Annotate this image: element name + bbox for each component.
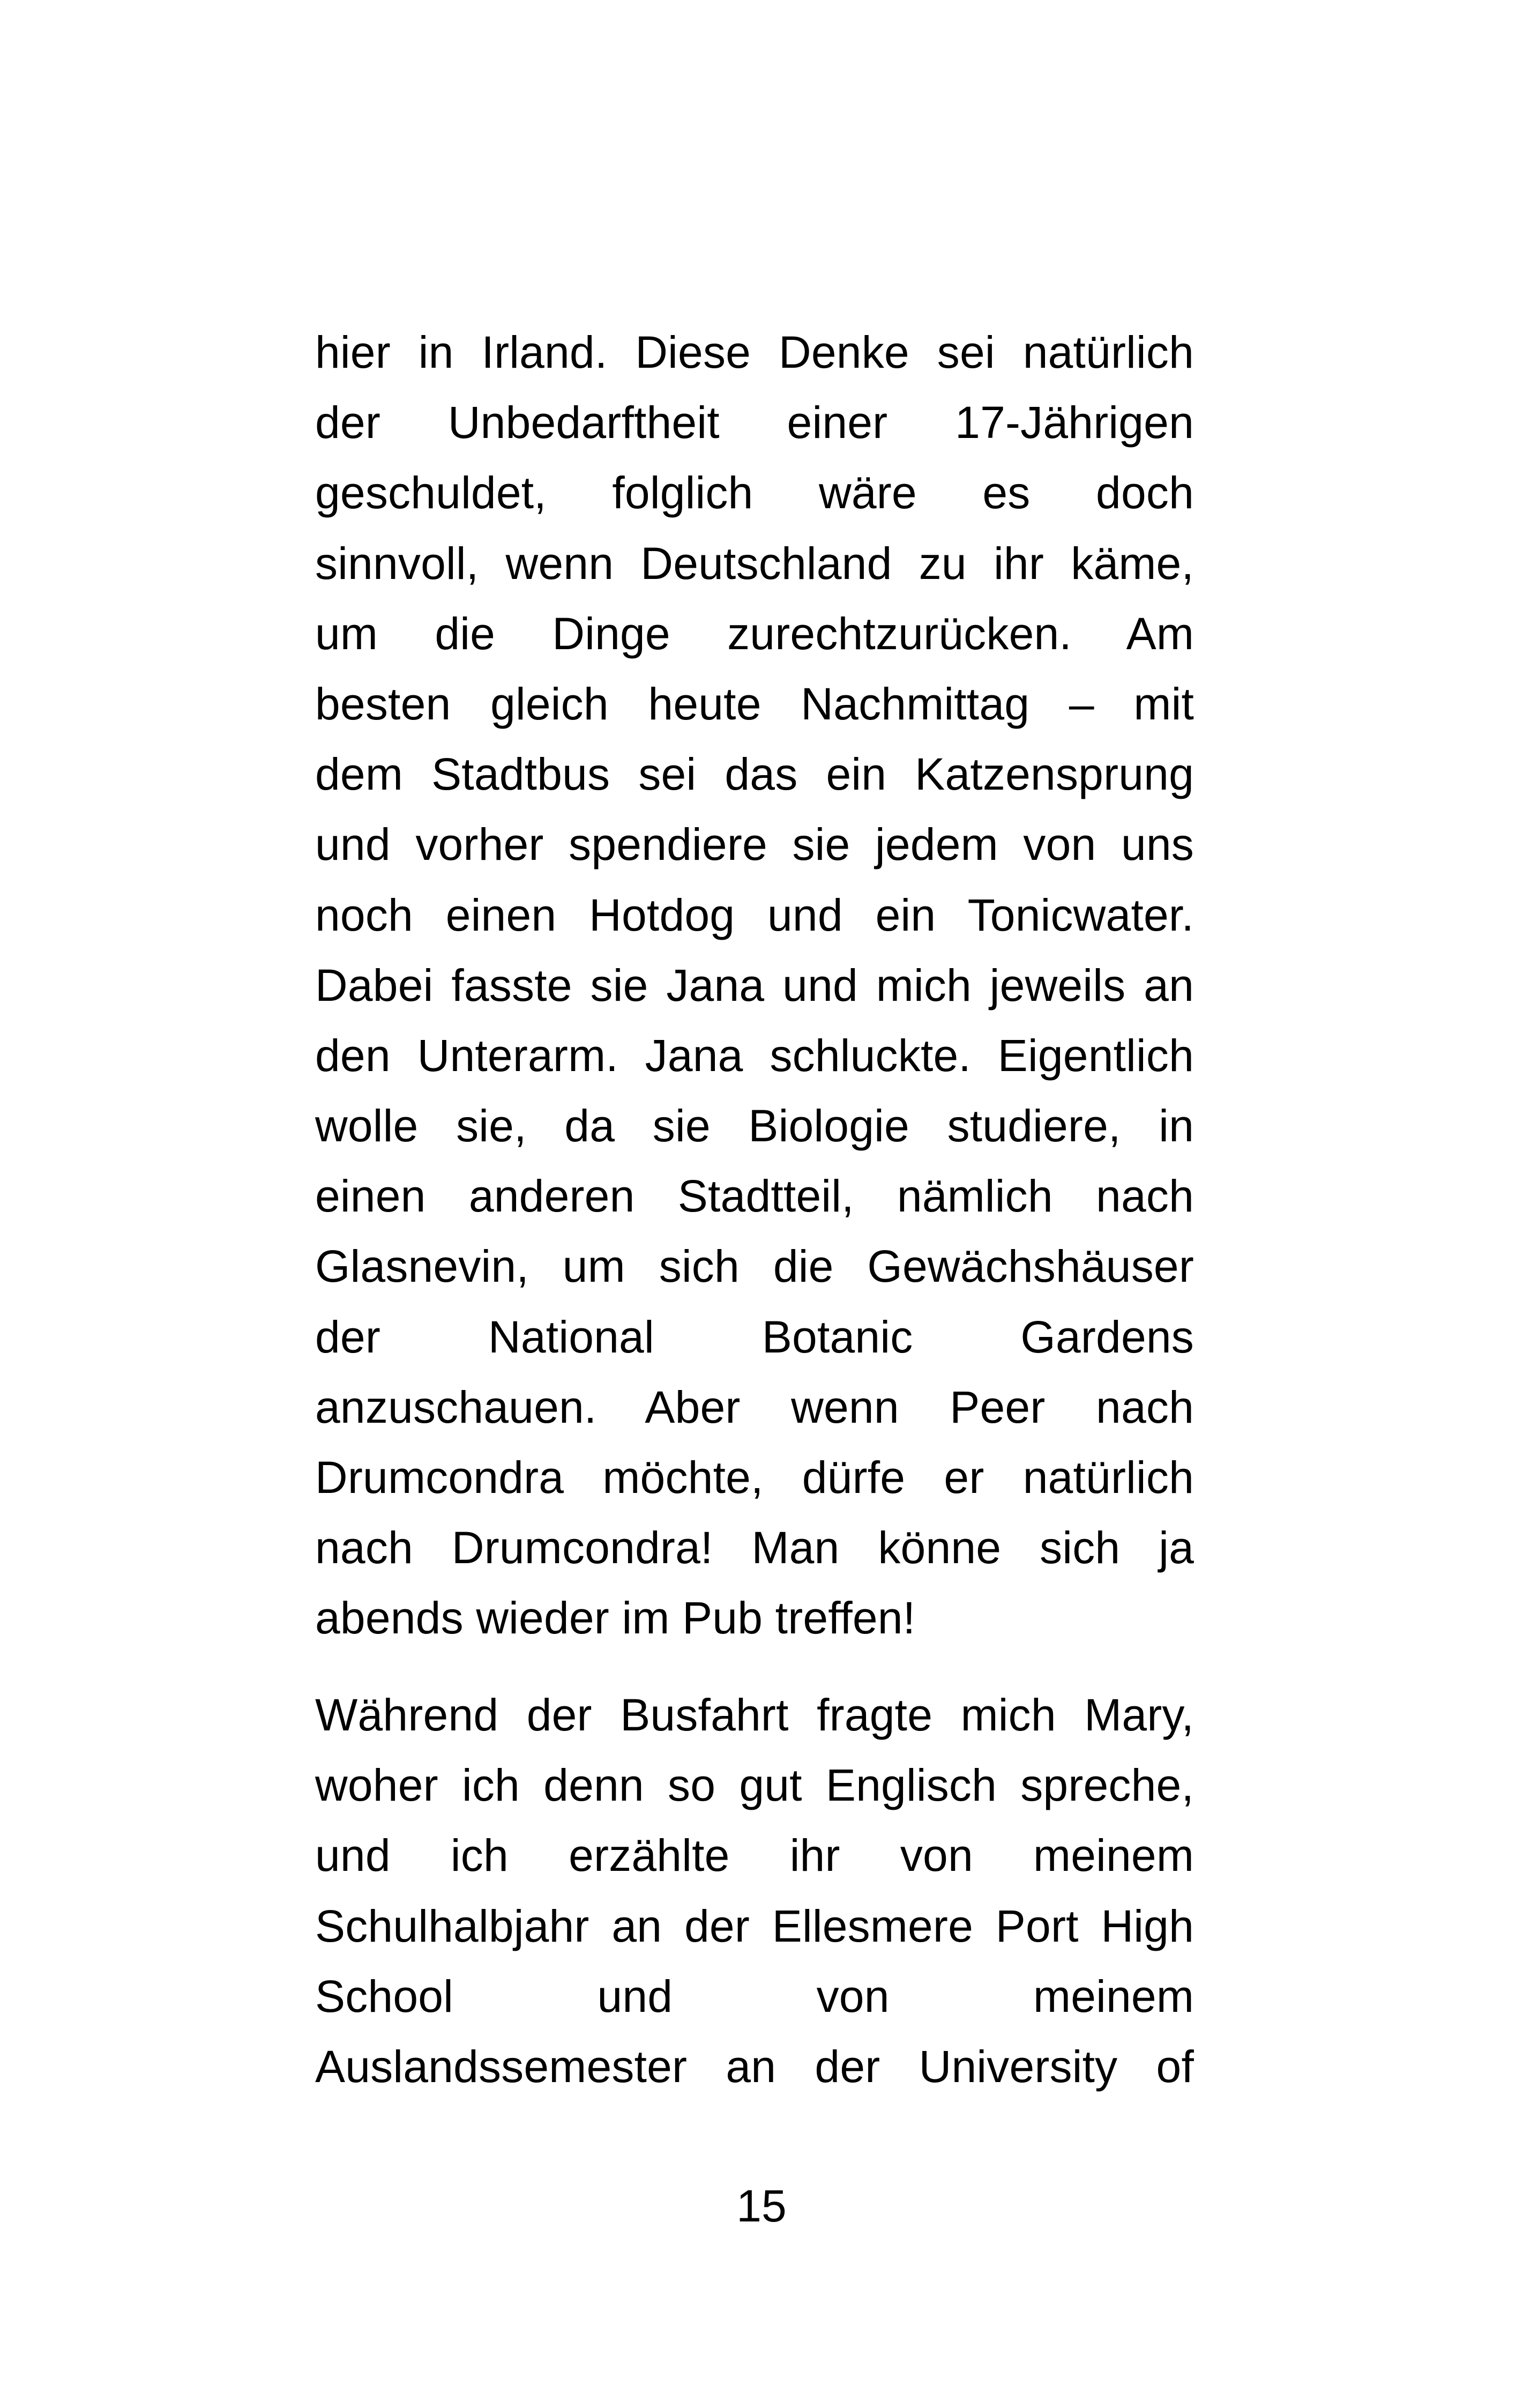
text-line: um die Dinge zurechtzurücken. Am [315, 608, 1194, 659]
text-line: besten gleich heute Nachmittag – mit [315, 678, 1194, 729]
text-line: der National Botanic Gardens [315, 1311, 1194, 1362]
text-line: nach Drumcondra! Man könne sich ja [315, 1522, 1194, 1573]
page-number: 15 [736, 2181, 787, 2231]
text-line: einen anderen Stadtteil, nämlich nach [315, 1171, 1194, 1222]
text-line: Glasnevin, um sich die Gewächshäuser [315, 1241, 1194, 1292]
paragraph-2 [315, 1680, 1194, 2102]
text-line: anzuschauen. Aber wenn Peer nach [315, 1381, 1194, 1432]
text-line: den Unterarm. Jana schluckte. Eigentlich [315, 1030, 1194, 1081]
text-line: Während der Busfahrt fragte mich Mary, [315, 1690, 1194, 1740]
text-line: der Unbedarftheit einer 17-Jährigen [315, 397, 1194, 448]
text-line: abends wieder im Pub treffen! [315, 1593, 916, 1644]
text-line: sinnvoll, wenn Deutschland zu ihr käme, [315, 538, 1194, 589]
text-line: Auslandssemester an der University of [315, 2041, 1194, 2092]
text-line: und ich erzählte ihr von meinem [315, 1830, 1194, 1881]
text-line: geschuldet, folglich wäre es doch [315, 467, 1194, 518]
text-line: und vorher spendiere sie jedem von uns [315, 819, 1194, 870]
text-line: Dabei fasste sie Jana und mich jeweils an [315, 960, 1194, 1010]
text-line: noch einen Hotdog und ein Tonicwater. [315, 889, 1194, 940]
text-line: Drumcondra möchte, dürfe er natürlich [315, 1452, 1194, 1503]
text-line: School und von meinem [315, 1971, 1194, 2021]
paragraph-1 [315, 317, 1194, 1654]
text-line: dem Stadtbus sei das ein Katzensprung [315, 749, 1194, 800]
text-line: hier in Irland. Diese Denke sei natürlich [315, 327, 1194, 377]
text-line: Schulhalbjahr an der Ellesmere Port High [315, 1900, 1194, 1951]
text-line: woher ich denn so gut Englisch spreche, [315, 1760, 1194, 1811]
text-line: wolle sie, da sie Biologie studiere, in [315, 1101, 1194, 1151]
